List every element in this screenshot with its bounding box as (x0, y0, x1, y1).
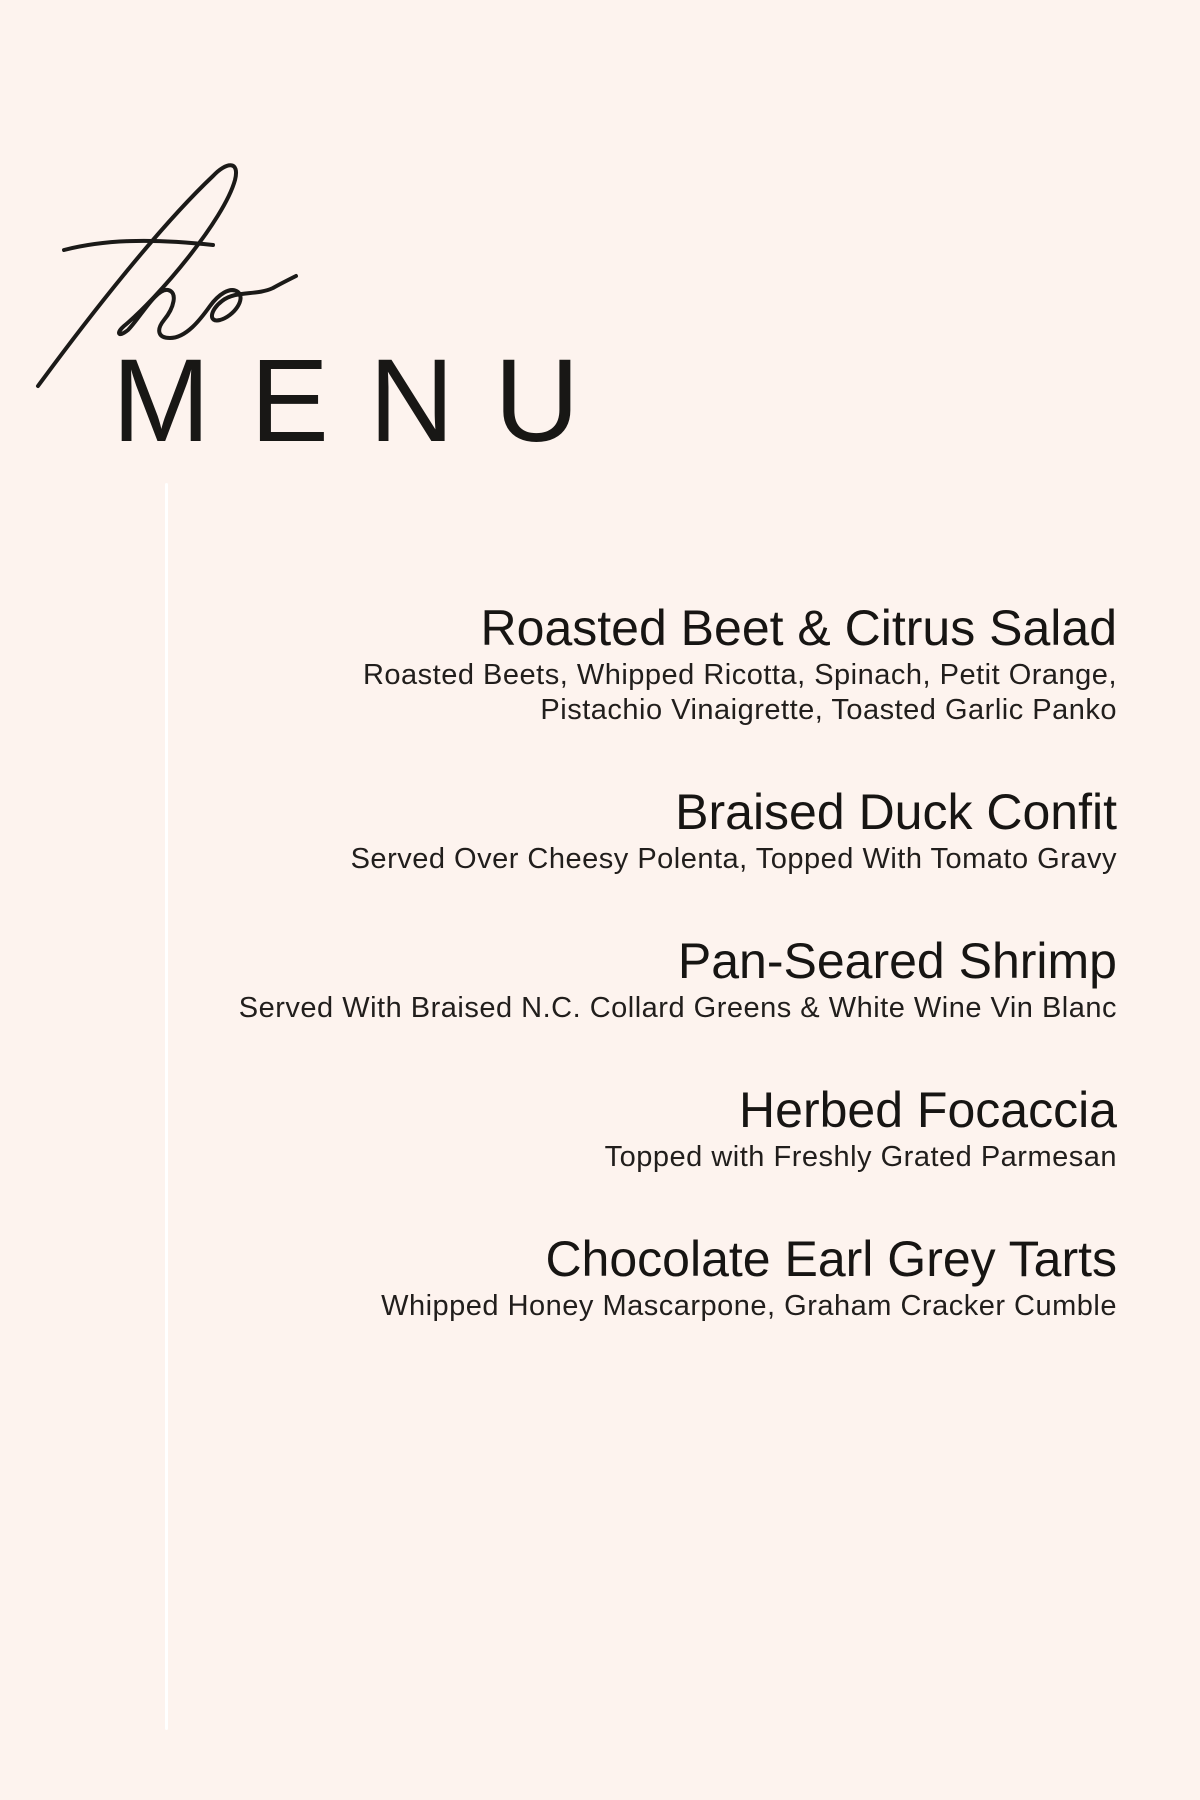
menu-item-description (239, 991, 1117, 1026)
menu-items (239, 598, 1117, 1378)
menu-item-name: Roasted Beet & Citrus Salad (480, 600, 1117, 656)
menu-item-name: Braised Duck Confit (675, 784, 1117, 840)
menu-item-name: Herbed Focaccia (739, 1082, 1117, 1138)
menu-item-description (239, 1140, 1117, 1175)
menu-item (239, 1229, 1117, 1324)
menu-item-description-line: Served Over Cheesy Polenta, Topped With Tomato Gravy (350, 843, 1117, 875)
vertical-divider-line (165, 483, 168, 1730)
menu-item-description-line: Whipped Honey Mascarpone, Graham Cracker Cumble (381, 1290, 1117, 1322)
menu-item (239, 931, 1117, 1026)
menu-item-description (239, 658, 1117, 728)
menu-item-description-line: Served With Braised N.C. Collard Greens & White Wine Vin Blanc (238, 992, 1117, 1024)
page-title: MENU (112, 335, 620, 467)
menu-item (239, 782, 1117, 877)
menu-item-description-line: Pistachio Vinaigrette, Toasted Garlic Panko (540, 694, 1117, 726)
menu-item (239, 1080, 1117, 1175)
menu-item-name: Chocolate Earl Grey Tarts (545, 1231, 1117, 1287)
menu-item-name: Pan-Seared Shrimp (677, 933, 1117, 989)
menu-item-description (239, 1289, 1117, 1324)
menu-item-description-line: Topped with Freshly Grated Parmesan (604, 1141, 1117, 1173)
menu-item-description-line: Roasted Beets, Whipped Ricotta, Spinach, Petit Orange, (362, 659, 1117, 691)
menu-item-description (239, 842, 1117, 877)
menu-item (239, 598, 1117, 728)
